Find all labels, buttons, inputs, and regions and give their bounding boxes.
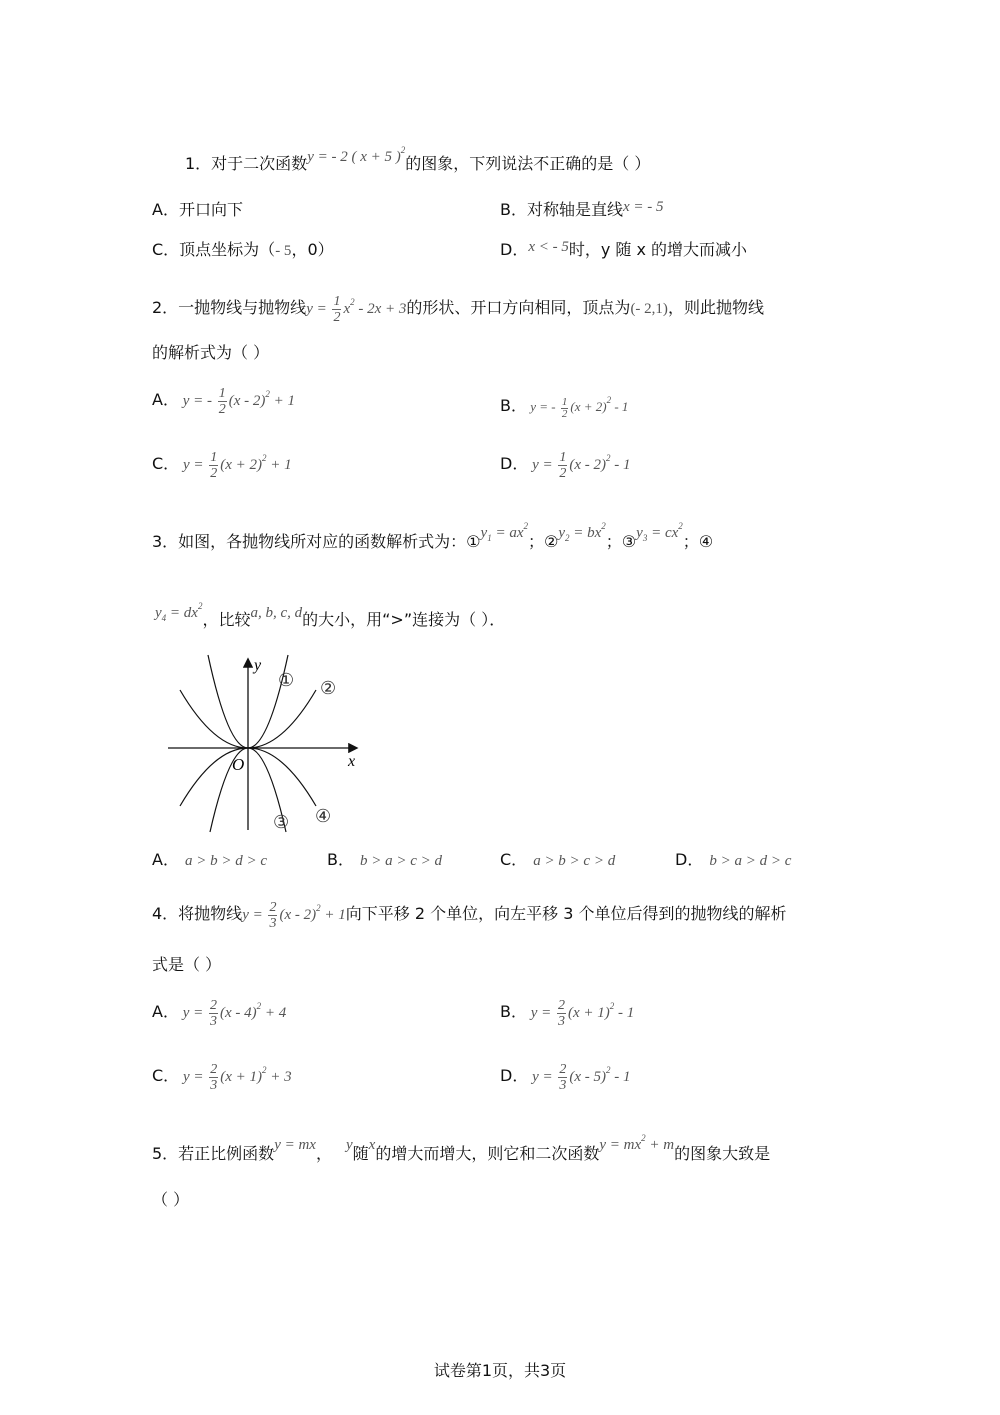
- q3-option-a-label: A．: [152, 850, 179, 869]
- q4-option-d-math: y = $\frac{2}{3}$ (x - 5)$^2$ - 1: [528, 1062, 631, 1094]
- q1-option-d-post: 时，y 随 x 的增大而减小: [568, 240, 748, 259]
- q2-stem-line2: 的解析式为（ ）: [152, 343, 270, 362]
- q5-f2: $y = mx^2 + m$: [599, 1133, 675, 1153]
- q1-option-c: [152, 240, 334, 261]
- q2-stem-pre: 2．一抛物线与抛物线: [152, 298, 307, 317]
- q4-stem-pre: 4．将抛物线: [152, 904, 243, 923]
- q5-stem-post: 的图象大致是: [674, 1144, 771, 1163]
- q4-option-a-label: A．: [152, 1002, 179, 1021]
- curve-label-4: ④: [315, 806, 332, 826]
- q3-stem-post: 的大小，用“>”连接为（ ）．: [302, 610, 506, 629]
- q3-sep4: ；④: [682, 532, 714, 551]
- q3-option-d: [675, 850, 791, 871]
- q3-f3: $y_3 = cx^2$: [636, 521, 683, 543]
- q4-option-c: [152, 1060, 292, 1093]
- q3-stem-line2: [155, 601, 506, 636]
- q2-option-c-math: y = $\frac{1}{2}$ $(x + 2)^2 + 1$: [179, 450, 292, 482]
- q3-f2: $y_2 = bx^2$: [558, 521, 606, 543]
- q4-option-d-label: D．: [500, 1066, 529, 1085]
- q4-formula: y = $\frac{2}{3}$ (x - 2)$^2$ + 1: [242, 900, 346, 932]
- q3-vars: a, b, c, d: [250, 605, 303, 621]
- origin-label: O: [232, 755, 245, 774]
- q5-comma: ，: [315, 1144, 332, 1163]
- q3-option-a: [152, 850, 267, 871]
- q3-option-a-math: a > b > d > c: [184, 853, 267, 869]
- q5-stem-pre: 5．若正比例函数: [152, 1144, 275, 1163]
- q5-sui: 随: [352, 1144, 369, 1163]
- q1-formula: y = - 2 ( x + 5 )$^2$: [307, 145, 406, 165]
- q1-option-c-math: - 5: [275, 243, 292, 259]
- q3-f4: $y_4 = dx^2$: [155, 601, 203, 623]
- q1-option-d-math: x < - 5: [528, 239, 569, 255]
- q4-option-c-math: y = $\frac{2}{3}$ $(x + 1)^2 + 3$: [179, 1062, 292, 1094]
- q4-option-c-label: C．: [152, 1066, 180, 1085]
- q3-stem-pre: 3．如图，各抛物线所对应的函数解析式为：①: [152, 532, 481, 551]
- curve-label-3: ③: [273, 812, 290, 832]
- curve-label-1: ①: [278, 670, 295, 690]
- curve-label-2: ②: [320, 678, 337, 698]
- q1-option-d: [500, 240, 747, 261]
- q4-option-b-label: B．: [500, 1002, 527, 1021]
- y-axis-label: y: [254, 657, 262, 674]
- q3-option-d-label: D．: [675, 850, 704, 869]
- q3-option-c: [500, 850, 615, 871]
- q1-option-b-math: x = - 5: [622, 199, 664, 215]
- q5-f1: y = mx: [274, 1137, 316, 1153]
- q1-stem-post: 的图象，下列说法不正确的是（ ）: [405, 154, 651, 173]
- q2-stem-mid: 的形状、开口方向相同，顶点为: [406, 298, 631, 317]
- q4-stem-post: 向下平移 2 个单位，向左平移 3 个单位后得到的抛物线的解析: [345, 904, 787, 923]
- page-footer: 试卷第1页，共3页: [433, 1361, 567, 1380]
- q3-option-b: [327, 850, 442, 871]
- q4-option-d: [500, 1060, 631, 1093]
- q1-option-c-pre: C．顶点坐标为（: [152, 240, 276, 259]
- q4-stem-line2: 式是（ ）: [152, 955, 222, 974]
- q1-option-b: [500, 200, 664, 221]
- q2-stem-line1: [152, 292, 764, 325]
- q2-option-c-label: C．: [152, 454, 180, 473]
- q4-option-a: [152, 996, 286, 1029]
- q2-option-d: [500, 448, 631, 481]
- q1-stem: [185, 145, 651, 175]
- q3-stem-mid: ，比较: [202, 610, 251, 629]
- q5-y-var: y: [345, 1137, 353, 1153]
- q5-stem-line2: （ ）: [152, 1190, 190, 1209]
- q4-option-a-math: y = $\frac{2}{3}$ (x - 4)$^2$ + 4: [178, 998, 287, 1030]
- q2-option-d-math: y = $\frac{1}{2}$ (x - 2)$^2$ - 1: [528, 450, 631, 482]
- q3-sep2: ；②: [527, 532, 559, 551]
- q3-parabola-graph: [160, 650, 370, 840]
- q3-option-d-math: b > a > d > c: [709, 853, 792, 869]
- q2-option-a: [152, 384, 295, 417]
- q3-sep3: ；③: [605, 532, 637, 551]
- q5-x-var: x: [368, 1137, 376, 1153]
- q3-option-b-math: b > a > c > d: [359, 853, 443, 869]
- q2-option-a-label: A．: [152, 390, 179, 409]
- q2-option-b-label: B．: [500, 396, 527, 415]
- q2-option-b-math: y = - $\frac{1}{2}$ $(x + 2)^2 - 1$: [526, 395, 629, 420]
- q2-option-b: [500, 390, 628, 420]
- q1-option-a: A．开口向下: [152, 200, 243, 219]
- q1-option-c-post: ，0）: [291, 240, 334, 259]
- q1-option-b-text: B．对称轴是直线: [500, 200, 623, 219]
- q3-stem-line1: [152, 521, 714, 558]
- q2-stem-post: ，则此抛物线: [667, 298, 764, 317]
- q3-option-b-label: B．: [327, 850, 354, 869]
- q3-option-c-label: C．: [500, 850, 528, 869]
- q2-option-c: [152, 448, 292, 481]
- q3-option-c-math: a > b > c > d: [533, 853, 616, 869]
- q5-stem-mid: 的增大而增大，则它和二次函数: [375, 1144, 600, 1163]
- q4-option-b-math: y = $\frac{2}{3}$ $(x + 1)^2 - 1$: [526, 998, 635, 1030]
- q3-f1: $y_1 = ax^2$: [480, 521, 528, 543]
- q2-formula: y = $\frac{1}{2}$ $x^2 - 2x + 3$: [306, 294, 407, 326]
- q4-option-b: [500, 996, 634, 1029]
- q2-option-d-label: D．: [500, 454, 529, 473]
- q2-option-a-math: y = - $\frac{1}{2}$ (x - 2)$^2$ + 1: [178, 386, 296, 418]
- q1-stem-pre: 1．对于二次函数: [185, 154, 308, 173]
- q1-option-d-pre: D．: [500, 240, 529, 259]
- q2-vertex: (- 2,1): [630, 301, 668, 317]
- x-axis-label: x: [348, 753, 356, 770]
- q5-stem-line1: [152, 1133, 771, 1165]
- q4-stem-line1: [152, 898, 786, 931]
